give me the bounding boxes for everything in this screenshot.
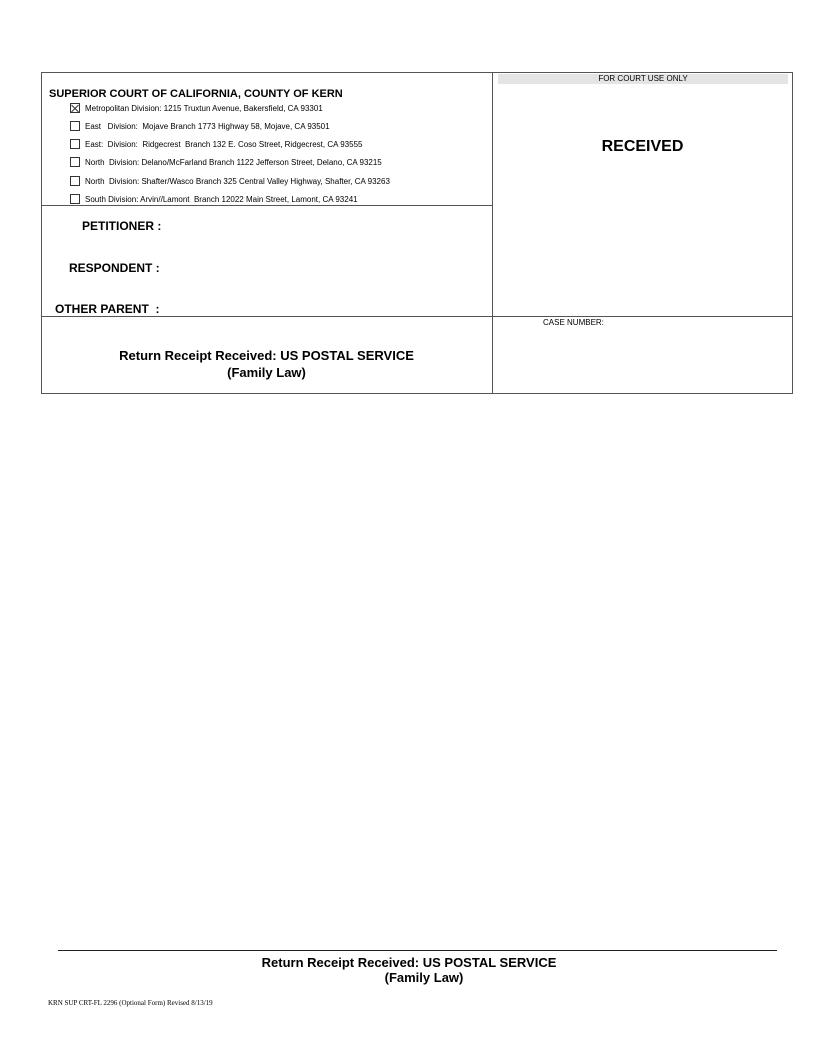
checkbox[interactable] [70, 176, 80, 186]
divider [492, 72, 493, 393]
divider [41, 205, 492, 206]
form-id: KRN SUP CRT-FL 2296 (Optional Form) Revised 8/13/19 [48, 999, 213, 1007]
divider [41, 316, 792, 317]
division-option[interactable] [70, 157, 382, 167]
court-use-header: FOR COURT USE ONLY [498, 74, 788, 84]
division-option[interactable] [70, 139, 362, 149]
case-number-label: CASE NUMBER: [543, 318, 604, 327]
received-stamp: RECEIVED [601, 138, 684, 155]
court-name: SUPERIOR COURT OF CALIFORNIA, COUNTY OF KERN [49, 88, 343, 100]
checkbox[interactable] [70, 157, 80, 167]
division-label: Metropolitan Division: 1215 Truxtun Avenue, Bakersfield, CA 93301 [85, 103, 323, 113]
division-option[interactable] [70, 176, 390, 186]
division-label: East: Division: Ridgecrest Branch 132 E. Coso Street, Ridgecrest, CA 93555 [85, 139, 363, 149]
other-parent-label: OTHER PARENT : [55, 302, 160, 316]
division-option[interactable] [70, 194, 358, 204]
form-title: Return Receipt Received: US POSTAL SERVICE [119, 348, 414, 363]
division-option[interactable] [70, 103, 323, 113]
division-label: North Division: Shafter/Wasco Branch 325 Central Valley Highway, Shafter, CA 93263 [85, 176, 390, 186]
footer-title: Return Receipt Received: US POSTAL SERVICE [261, 955, 557, 970]
respondent-label: RESPONDENT : [69, 261, 160, 275]
division-option[interactable] [70, 121, 330, 131]
footer-subtitle: (Family Law) [384, 970, 464, 985]
checkbox-checked[interactable] [70, 103, 80, 113]
checkbox[interactable] [70, 139, 80, 149]
division-label: East Division: Mojave Branch 1773 Highway 58, Mojave, CA 93501 [85, 121, 330, 131]
division-label: South Division: Arvin//Lamont Branch 12022 Main Street, Lamont, CA 93241 [85, 194, 358, 204]
petitioner-label: PETITIONER : [82, 219, 162, 233]
form-subtitle: (Family Law) [227, 365, 306, 380]
footer-rule [58, 950, 777, 951]
checkbox[interactable] [70, 194, 80, 204]
division-label: North Division: Delano/McFarland Branch 1122 Jefferson Street, Delano, CA 93215 [85, 157, 382, 167]
checkbox[interactable] [70, 121, 80, 131]
